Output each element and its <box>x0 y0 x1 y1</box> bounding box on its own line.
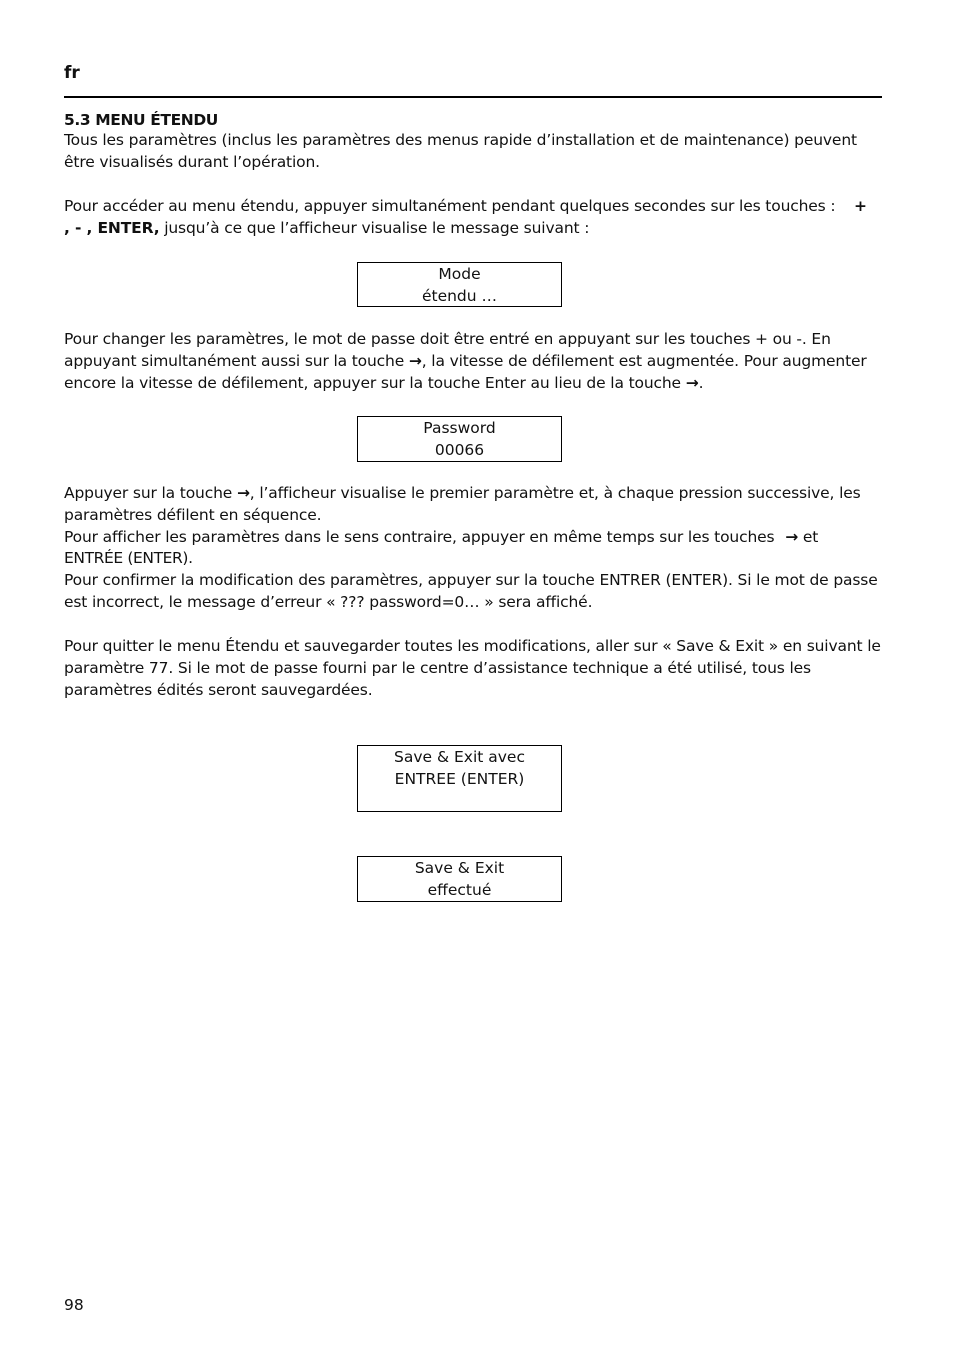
password-text-c: . <box>698 373 704 392</box>
header-divider <box>64 96 882 98</box>
display-line-1: Save & Exit avec <box>394 748 525 766</box>
nav-text-f: . <box>188 549 193 568</box>
nav-text-a: Appuyer sur la touche <box>64 484 237 502</box>
display-line-2: 00066 <box>434 440 485 459</box>
display-line-1: Save & Exit <box>414 859 505 877</box>
paragraph-intro: Tous les paramètres (inclus les paramètres des menus rapide d’installation et de maintenance) peuvent être visualisés durant l’opération. <box>64 131 857 171</box>
access-text: Pour accéder au menu étendu, appuyer simultanément pendant quelques secondes sur les touches : <box>64 197 836 215</box>
nav-text-g: Pour confirmer la modification des paramètres, appuyer sur la touche ENTRER (ENTER). Si le mot de passe est incorrect, le message d’erreur « ??? password=0… » sera affiché. <box>64 571 878 611</box>
display-line-2: effectué <box>427 880 492 899</box>
plus-key-label: + <box>854 197 867 215</box>
display-line-1: Mode <box>438 265 481 283</box>
language-label: fr <box>64 63 80 83</box>
display-line-1: Password <box>423 419 496 437</box>
display-box-extended-mode <box>357 262 562 307</box>
display-line-2: étendu … <box>421 286 498 305</box>
nav-text-b: , l’afficheur visualise le premier paramètre et, à chaque pression successive, les paramètres défilent en séquence. <box>64 484 861 524</box>
password-text-a: Pour changer les paramètres, le mot de passe doit être entré en appuyant sur les touches + ou -. En appuyant simultanément aussi sur la touche <box>64 330 831 370</box>
display-box-save-exit-prompt <box>357 745 562 812</box>
nav-text-d: et <box>798 527 819 546</box>
paragraph-access <box>64 196 884 240</box>
nav-text-c: Pour afficher les paramètres dans le sens contraire, appuyer en même temps sur les touches <box>64 527 780 546</box>
nav-key-enter: ENTRÉE (ENTER) <box>64 549 189 568</box>
display-box-password <box>357 416 562 462</box>
display-box-save-exit-done <box>357 856 562 902</box>
paragraph-navigation <box>64 483 884 614</box>
paragraph-password <box>64 329 884 394</box>
access-rest-text: jusqu’à ce que l’afficheur visualise le message suivant : <box>159 218 590 237</box>
arrow-right-icon: → <box>785 527 799 546</box>
arrow-right-icon: → <box>236 484 250 502</box>
password-text-b: , la vitesse de défilement est augmentée. Pour augmenter encore la vitesse de défilement, appuyer sur la touche Enter au lieu de la touche <box>64 351 867 392</box>
display-line-2: ENTREE (ENTER) <box>394 769 525 788</box>
page-number: 98 <box>64 1296 84 1314</box>
keys-label: , - , ENTER, <box>64 218 160 237</box>
section-title: 5.3 MENU ÉTENDU <box>64 111 218 129</box>
paragraph-save-exit: Pour quitter le menu Étendu et sauvegarder toutes les modifications, aller sur « Save & Exit » en suivant le paramètre 77. Si le mot de passe fourni par le centre d’assistance technique a été utilisé, tous les paramètres édités seront sauvegardées. <box>64 637 881 699</box>
arrow-right-icon: → <box>685 373 699 392</box>
arrow-right-icon: → <box>408 351 422 370</box>
